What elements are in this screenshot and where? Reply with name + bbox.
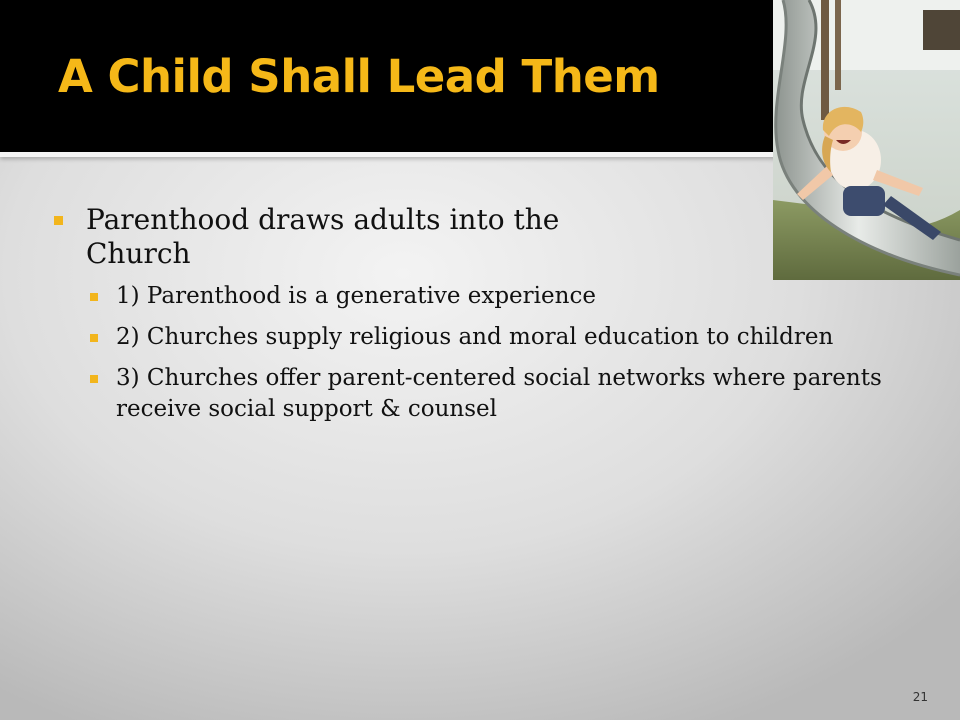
square-bullet-icon: [90, 375, 98, 383]
sub-bullet-moral-education: [50, 322, 900, 353]
sub-bullet-social-networks: [50, 363, 900, 425]
square-bullet-icon: [90, 334, 98, 342]
slide-title: A Child Shall Lead Them: [58, 50, 660, 103]
sub-bullet-generative-experience: [50, 281, 900, 312]
bullet-text: 3) Churches offer parent-centered social networks where parents receive social support & counsel: [116, 365, 882, 422]
bullet-parenthood-draws-adults: [50, 203, 646, 271]
bullet-text: 1) Parenthood is a generative experience: [116, 283, 596, 309]
bullet-text: 2) Churches supply religious and moral education to children: [116, 324, 834, 350]
square-bullet-icon: [54, 216, 63, 225]
bullet-text: Parenthood draws adults into the Church: [86, 203, 560, 270]
square-bullet-icon: [90, 293, 98, 301]
slide-page-number: 21: [912, 690, 928, 704]
bullet-list: [50, 203, 900, 435]
